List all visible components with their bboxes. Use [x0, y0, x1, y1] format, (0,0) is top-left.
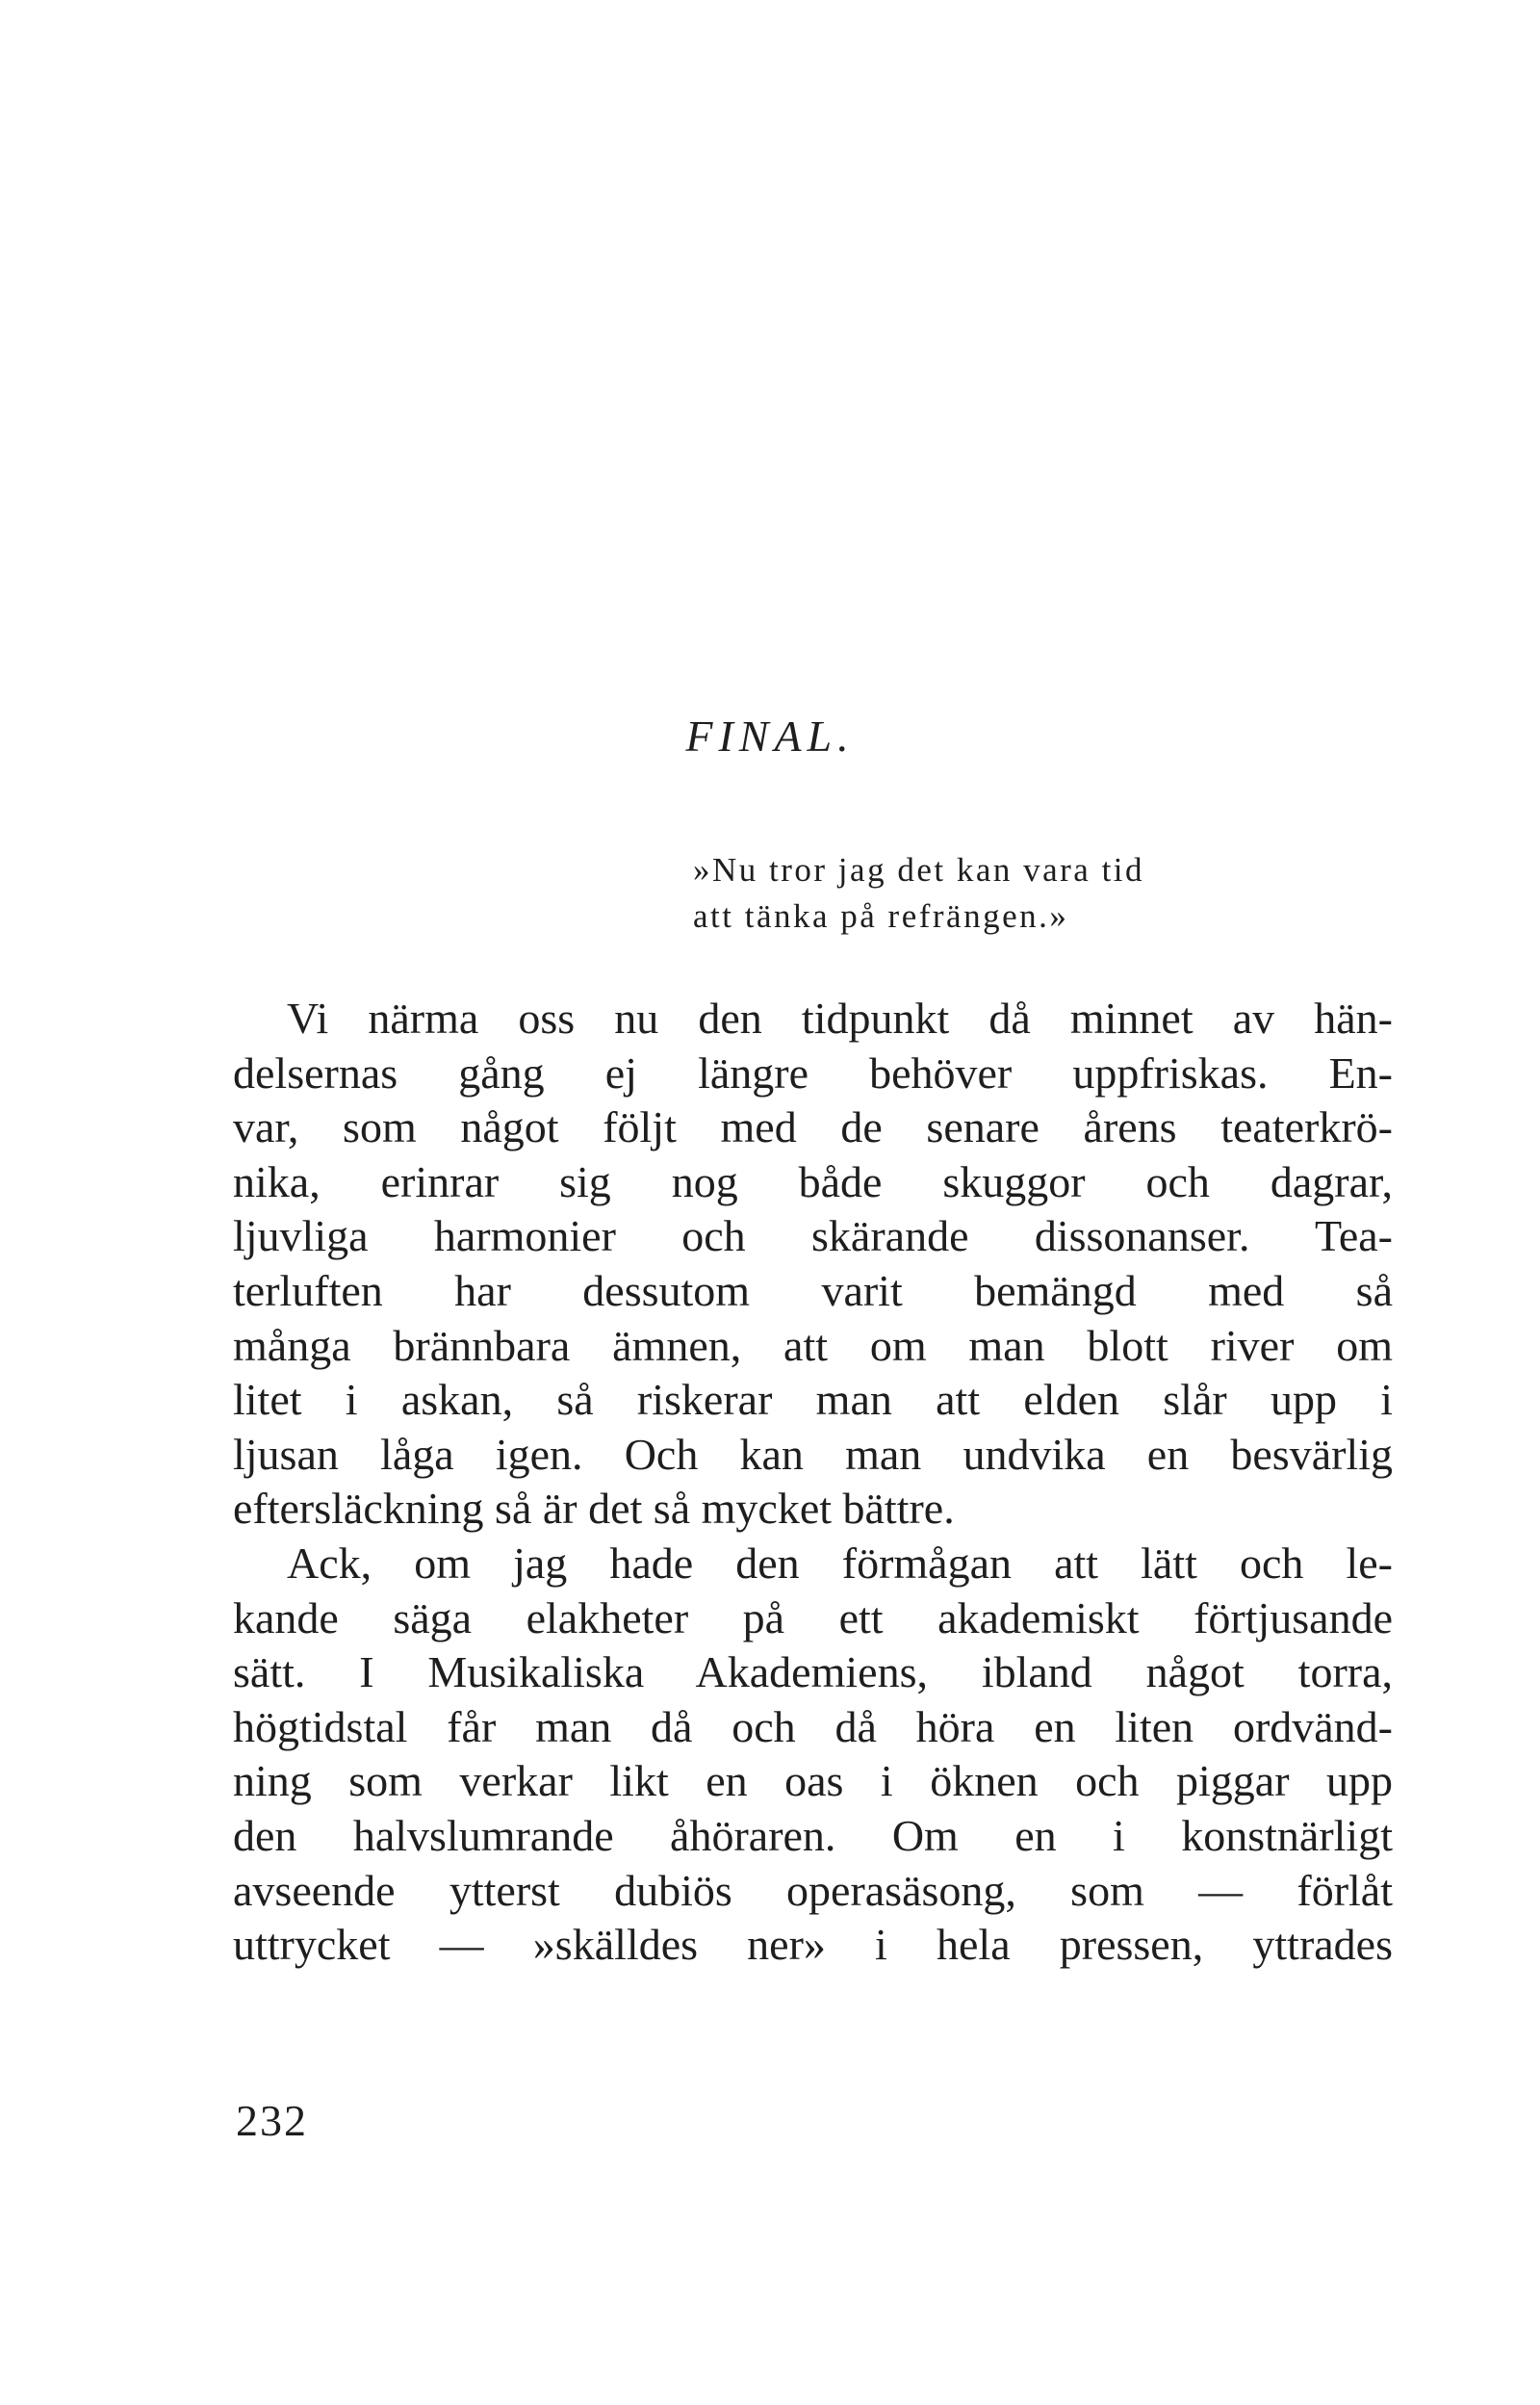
epigraph-line: »Nu tror jag det kan vara tid	[693, 851, 1145, 889]
paragraph-2-line: den halvslumrande åhöraren. Om en i konstnärligt	[233, 1810, 1393, 1860]
paragraph-2-line: kande säga elakheter på ett akademiskt förtjusande	[233, 1592, 1393, 1642]
paragraph-2-line: Ack, om jag hade den förmågan att lätt och le-	[287, 1538, 1393, 1588]
paragraph-1-line: terluften har dessutom varit bemängd med så	[233, 1265, 1393, 1315]
paragraph-1-line: delsernas gång ej längre behöver uppfriskas. En-	[233, 1047, 1393, 1098]
epigraph-line: att tänka på refrängen.»	[693, 897, 1069, 935]
paragraph-2-line: ning som verkar likt en oas i öknen och piggar upp	[233, 1756, 1393, 1806]
paragraph-1-line: ljuvliga harmonier och skärande dissonanser. Tea-	[233, 1211, 1393, 1261]
paragraph-1-line: litet i askan, så riskerar man att elden slår upp i	[233, 1375, 1393, 1425]
paragraph-1-line: många brännbara ämnen, att om man blott river om	[233, 1320, 1393, 1370]
paragraph-2-line: avseende ytterst dubiös operasäsong, som — förlåt	[233, 1865, 1393, 1915]
chapter-title: FINAL.	[685, 711, 855, 761]
paragraph-1-line: Vi närma oss nu den tidpunkt då minnet av hän-	[287, 994, 1393, 1043]
page-number: 232	[236, 2096, 308, 2145]
paragraph-2-line: högtidstal får man då och då höra en liten ordvänd-	[233, 1701, 1393, 1751]
paragraph-1-line: nika, erinrar sig nog både skuggor och dagrar,	[233, 1156, 1393, 1206]
paragraph-2-line: sätt. I Musikaliska Akademiens, ibland något torra,	[233, 1647, 1393, 1697]
epigraph	[693, 847, 1144, 940]
paragraph-1-line: eftersläckning så är det så mycket bättre.	[233, 1484, 955, 1534]
paragraph-1-line: ljusan låga igen. Och kan man undvika en besvärlig	[233, 1429, 1393, 1479]
body-text	[233, 992, 1393, 1973]
paragraph-1-line: var, som något följt med de senare årens teaterkrö-	[233, 1102, 1393, 1152]
paragraph-2-line: uttrycket — »skälldes ner» i hela pressen, yttrades	[233, 1920, 1393, 1970]
